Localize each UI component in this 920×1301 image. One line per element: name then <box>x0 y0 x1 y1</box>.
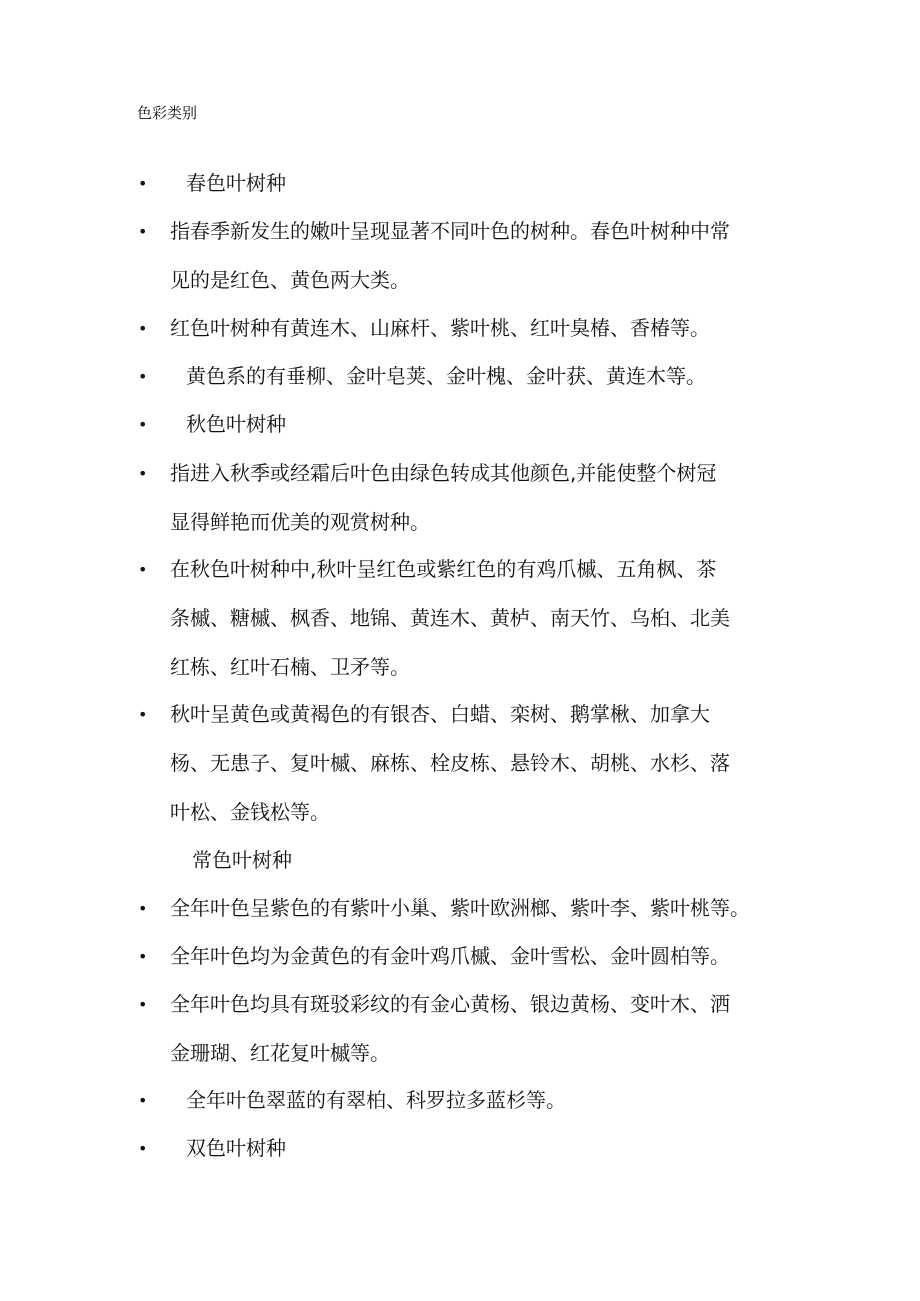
list-item-text: 见的是红色、黄色两大类。 <box>170 268 410 292</box>
bullet-icon: • <box>138 1139 148 1158</box>
list-item-text: 秋叶呈黄色或黄褐色的有银杏、白蜡、栾树、鹅掌楸、加拿大 <box>170 702 710 726</box>
bullet-icon: • <box>138 319 148 338</box>
bullet-icon: • <box>138 560 148 579</box>
list-item-text: 红色叶树种有黄连木、山麻杆、紫叶桃、红叶臭椿、香椿等。 <box>170 316 710 340</box>
bullet-icon: • <box>138 947 148 966</box>
list-item-text: 条槭、糖槭、枫香、地锦、黄连木、黄栌、南天竹、乌桕、北美 <box>170 606 730 630</box>
bullet-icon: • <box>138 415 148 434</box>
bullet-icon: • <box>138 1091 148 1110</box>
list-item-text: 全年叶色翠蓝的有翠柏、科罗拉多蓝杉等。 <box>186 1088 566 1112</box>
list-item-text: 常色叶树种 <box>192 848 292 872</box>
list-item-text: 红栋、红叶石楠、卫矛等。 <box>170 655 410 679</box>
list-item-text: 在秋色叶树种中,秋叶呈红色或紫红色的有鸡爪槭、五角枫、茶 <box>170 557 717 581</box>
list-item-text: 显得鲜艳而优美的观赏树种。 <box>170 510 430 534</box>
list-item-text: 金珊瑚、红花复叶槭等。 <box>170 1041 390 1065</box>
list-item-text: 双色叶树种 <box>186 1136 286 1160</box>
list-item-text: 指春季新发生的嫩叶呈现显著不同叶色的树种。春色叶树种中常 <box>170 219 730 243</box>
list-item-text: 叶松、金钱松等。 <box>170 800 330 824</box>
bullet-icon: • <box>138 995 148 1014</box>
list-item-text: 杨、无患子、复叶槭、麻栋、栓皮栋、悬铃木、胡桃、水杉、落 <box>170 751 730 775</box>
bullet-icon: • <box>138 367 148 386</box>
bullet-icon: • <box>138 705 148 724</box>
bullet-icon: • <box>138 174 148 193</box>
list-item-text: 春色叶树种 <box>186 171 286 195</box>
bullet-icon: • <box>138 464 148 483</box>
list-item-text: 全年叶色呈紫色的有紫叶小巢、紫叶欧洲榔、紫叶李、紫叶桃等。 <box>170 896 750 920</box>
list-item-text: 全年叶色均具有斑驳彩纹的有金心黄杨、银边黄杨、变叶木、洒 <box>170 992 730 1016</box>
bullet-icon: • <box>138 899 148 918</box>
list-item-text: 黄色系的有垂柳、金叶皂荚、金叶槐、金叶获、黄连木等。 <box>186 364 706 388</box>
list-item-text: 全年叶色均为金黄色的有金叶鸡爪槭、金叶雪松、金叶圆柏等。 <box>170 944 730 968</box>
bullet-icon: • <box>138 222 148 241</box>
list-item-text: 指进入秋季或经霜后叶色由绿色转成其他颜色,并能使整个树冠 <box>170 461 717 485</box>
list-item-text: 秋色叶树种 <box>186 412 286 436</box>
section-heading: 色彩类别 <box>137 104 198 122</box>
